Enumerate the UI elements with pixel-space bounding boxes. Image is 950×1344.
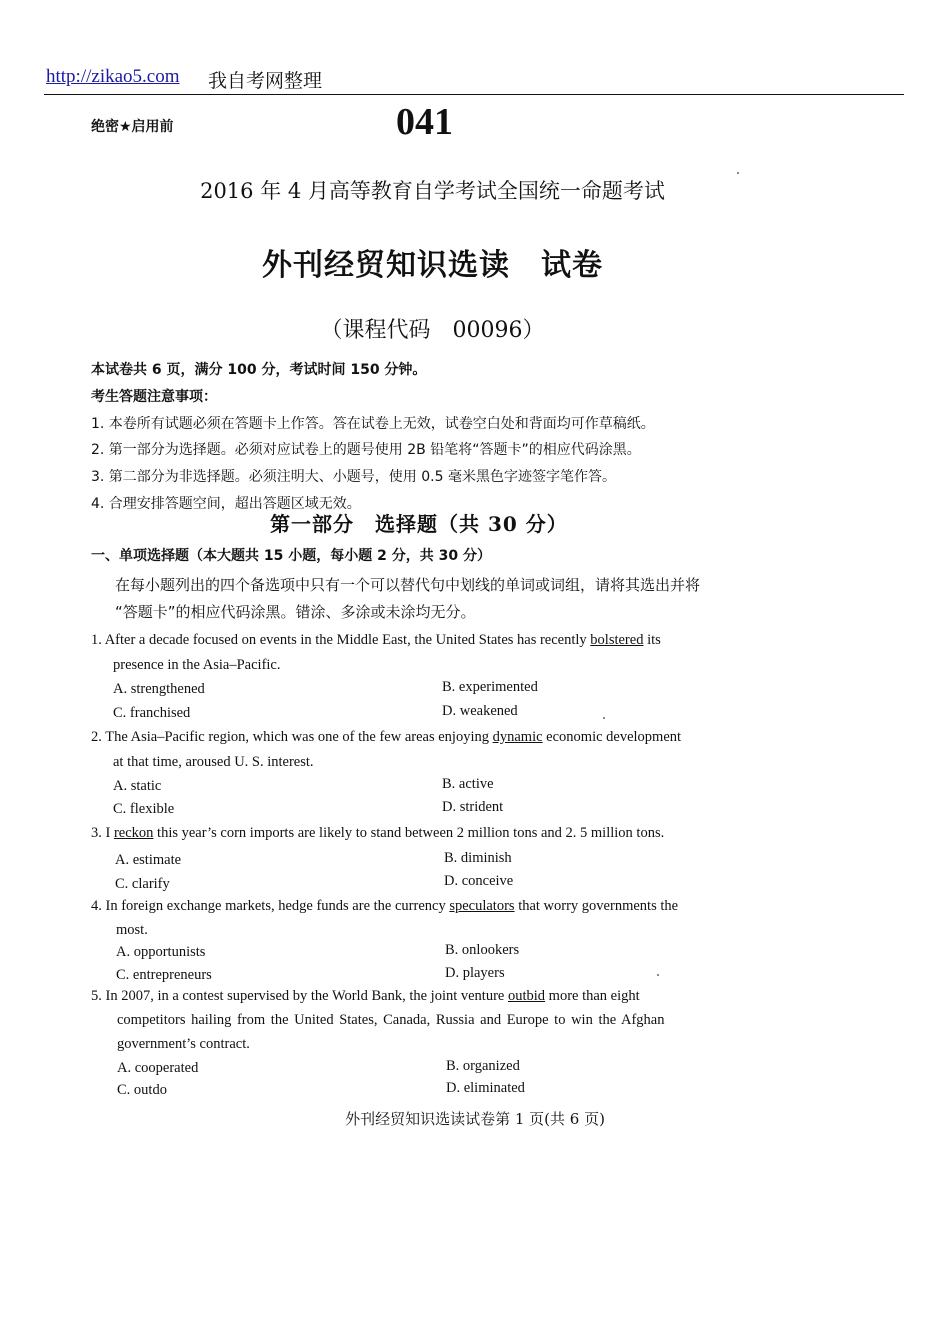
part-title: 第一部分 选择题（共 30 分） xyxy=(270,512,568,536)
underlined-word: outbid xyxy=(507,988,546,1004)
option-a: A. static xyxy=(113,778,162,794)
question-4 xyxy=(91,898,678,915)
underlined-word: dynamic xyxy=(492,729,543,745)
paper-code: 041 xyxy=(396,101,453,143)
option-a: A. estimate xyxy=(115,852,182,868)
question-text: economic development xyxy=(542,729,682,745)
question-text: more than eight xyxy=(545,988,640,1004)
scan-speck xyxy=(657,974,659,976)
notice-item: 2. 第一部分为选择题。必须对应试卷上的题号使用 2B 铅笔将“答题卡”的相应代码涂黑。 xyxy=(91,442,641,458)
question-text: that worry governments the xyxy=(514,898,679,914)
question-continuation: most. xyxy=(116,922,148,938)
option-b: B. diminish xyxy=(444,850,512,866)
option-c: C. franchised xyxy=(113,705,191,721)
paper-summary: 本试卷共 6 页，满分 100 分，考试时间 150 分钟。 xyxy=(91,362,427,378)
paper-title: 外刊经贸知识选读 试卷 xyxy=(262,248,603,283)
option-a: A. cooperated xyxy=(117,1060,199,1076)
question-text: The Asia–Pacific region, which was one of the few areas enjoying xyxy=(105,729,493,745)
option-d: D. conceive xyxy=(444,873,514,889)
question-text: In foreign exchange markets, hedge funds are the currency xyxy=(105,898,450,914)
option-d: D. eliminated xyxy=(446,1080,525,1096)
page-footer: 外刊经贸知识选读试卷第 1 页(共 6 页) xyxy=(345,1110,605,1128)
question-continuation: competitors hailing from the United States, Canada, Russia and Europe to win the Afghan xyxy=(117,1012,665,1028)
question-1 xyxy=(91,632,661,649)
question-text: this year’s corn imports are likely to stand between 2 million tons and 2. 5 million tons. xyxy=(153,825,665,841)
source-link[interactable]: http://zikao5.com xyxy=(46,66,180,87)
question-2 xyxy=(91,729,681,746)
question-continuation: at that time, aroused U. S. interest. xyxy=(113,754,314,770)
scan-speck xyxy=(603,717,605,719)
question-number: 2. xyxy=(91,729,102,745)
question-number: 4. xyxy=(91,898,102,914)
question-number: 5. xyxy=(91,988,102,1004)
notice-item: 1. 本卷所有试题必须在答题卡上作答。答在试卷上无效，试卷空白处和背面均可作草稿纸。 xyxy=(91,416,655,432)
option-d: D. weakened xyxy=(442,703,518,719)
question-continuation: government’s contract. xyxy=(117,1036,250,1052)
question-text: After a decade focused on events in the Middle East, the United States has recently xyxy=(104,632,591,648)
section-title: 一、单项选择题（本大题共 15 小题，每小题 2 分，共 30 分） xyxy=(91,548,491,564)
instructions-line: “答题卡”的相应代码涂黑。错涂、多涂或未涂均无分。 xyxy=(115,603,476,621)
course-code: （课程代码 00096） xyxy=(320,318,545,343)
question-5 xyxy=(91,988,640,1005)
question-number: 3. xyxy=(91,825,102,841)
scan-speck xyxy=(737,172,739,174)
question-text: its xyxy=(643,632,661,648)
option-c: C. flexible xyxy=(113,801,175,817)
option-b: B. active xyxy=(442,776,494,792)
option-c: C. entrepreneurs xyxy=(116,967,212,983)
option-c: C. clarify xyxy=(115,876,170,892)
exam-title: 2016 年 4 月高等教育自学考试全国统一命题考试 xyxy=(200,179,665,203)
source-note: 我自考网整理 xyxy=(208,70,323,92)
instructions-line: 在每小题列出的四个备选项中只有一个可以替代句中划线的单词或词组，请将其选出并将 xyxy=(115,576,701,594)
option-a: A. strengthened xyxy=(113,681,205,697)
option-b: B. experimented xyxy=(442,679,538,695)
question-number: 1. xyxy=(91,632,102,648)
underlined-word: reckon xyxy=(113,825,154,841)
notice-item: 3. 第二部分为非选择题。必须注明大、小题号，使用 0.5 毫米黑色字迹签字笔作答。 xyxy=(91,469,616,485)
underlined-word: bolstered xyxy=(590,632,644,648)
notice-heading: 考生答题注意事项： xyxy=(91,389,217,405)
question-3 xyxy=(91,825,664,842)
question-continuation: presence in the Asia–Pacific. xyxy=(113,657,281,673)
underlined-word: speculators xyxy=(449,898,515,914)
option-d: D. players xyxy=(445,965,505,981)
header-divider xyxy=(44,94,904,95)
secret-mark: 绝密★启用前 xyxy=(91,119,174,135)
question-text: I xyxy=(105,825,114,841)
option-b: B. organized xyxy=(446,1058,520,1074)
question-text: In 2007, in a contest supervised by the World Bank, the joint venture xyxy=(105,988,508,1004)
option-c: C. outdo xyxy=(117,1082,167,1098)
option-b: B. onlookers xyxy=(445,942,520,958)
option-d: D. strident xyxy=(442,799,504,815)
option-a: A. opportunists xyxy=(116,944,206,960)
notice-item: 4. 合理安排答题空间，超出答题区域无效。 xyxy=(91,496,361,512)
